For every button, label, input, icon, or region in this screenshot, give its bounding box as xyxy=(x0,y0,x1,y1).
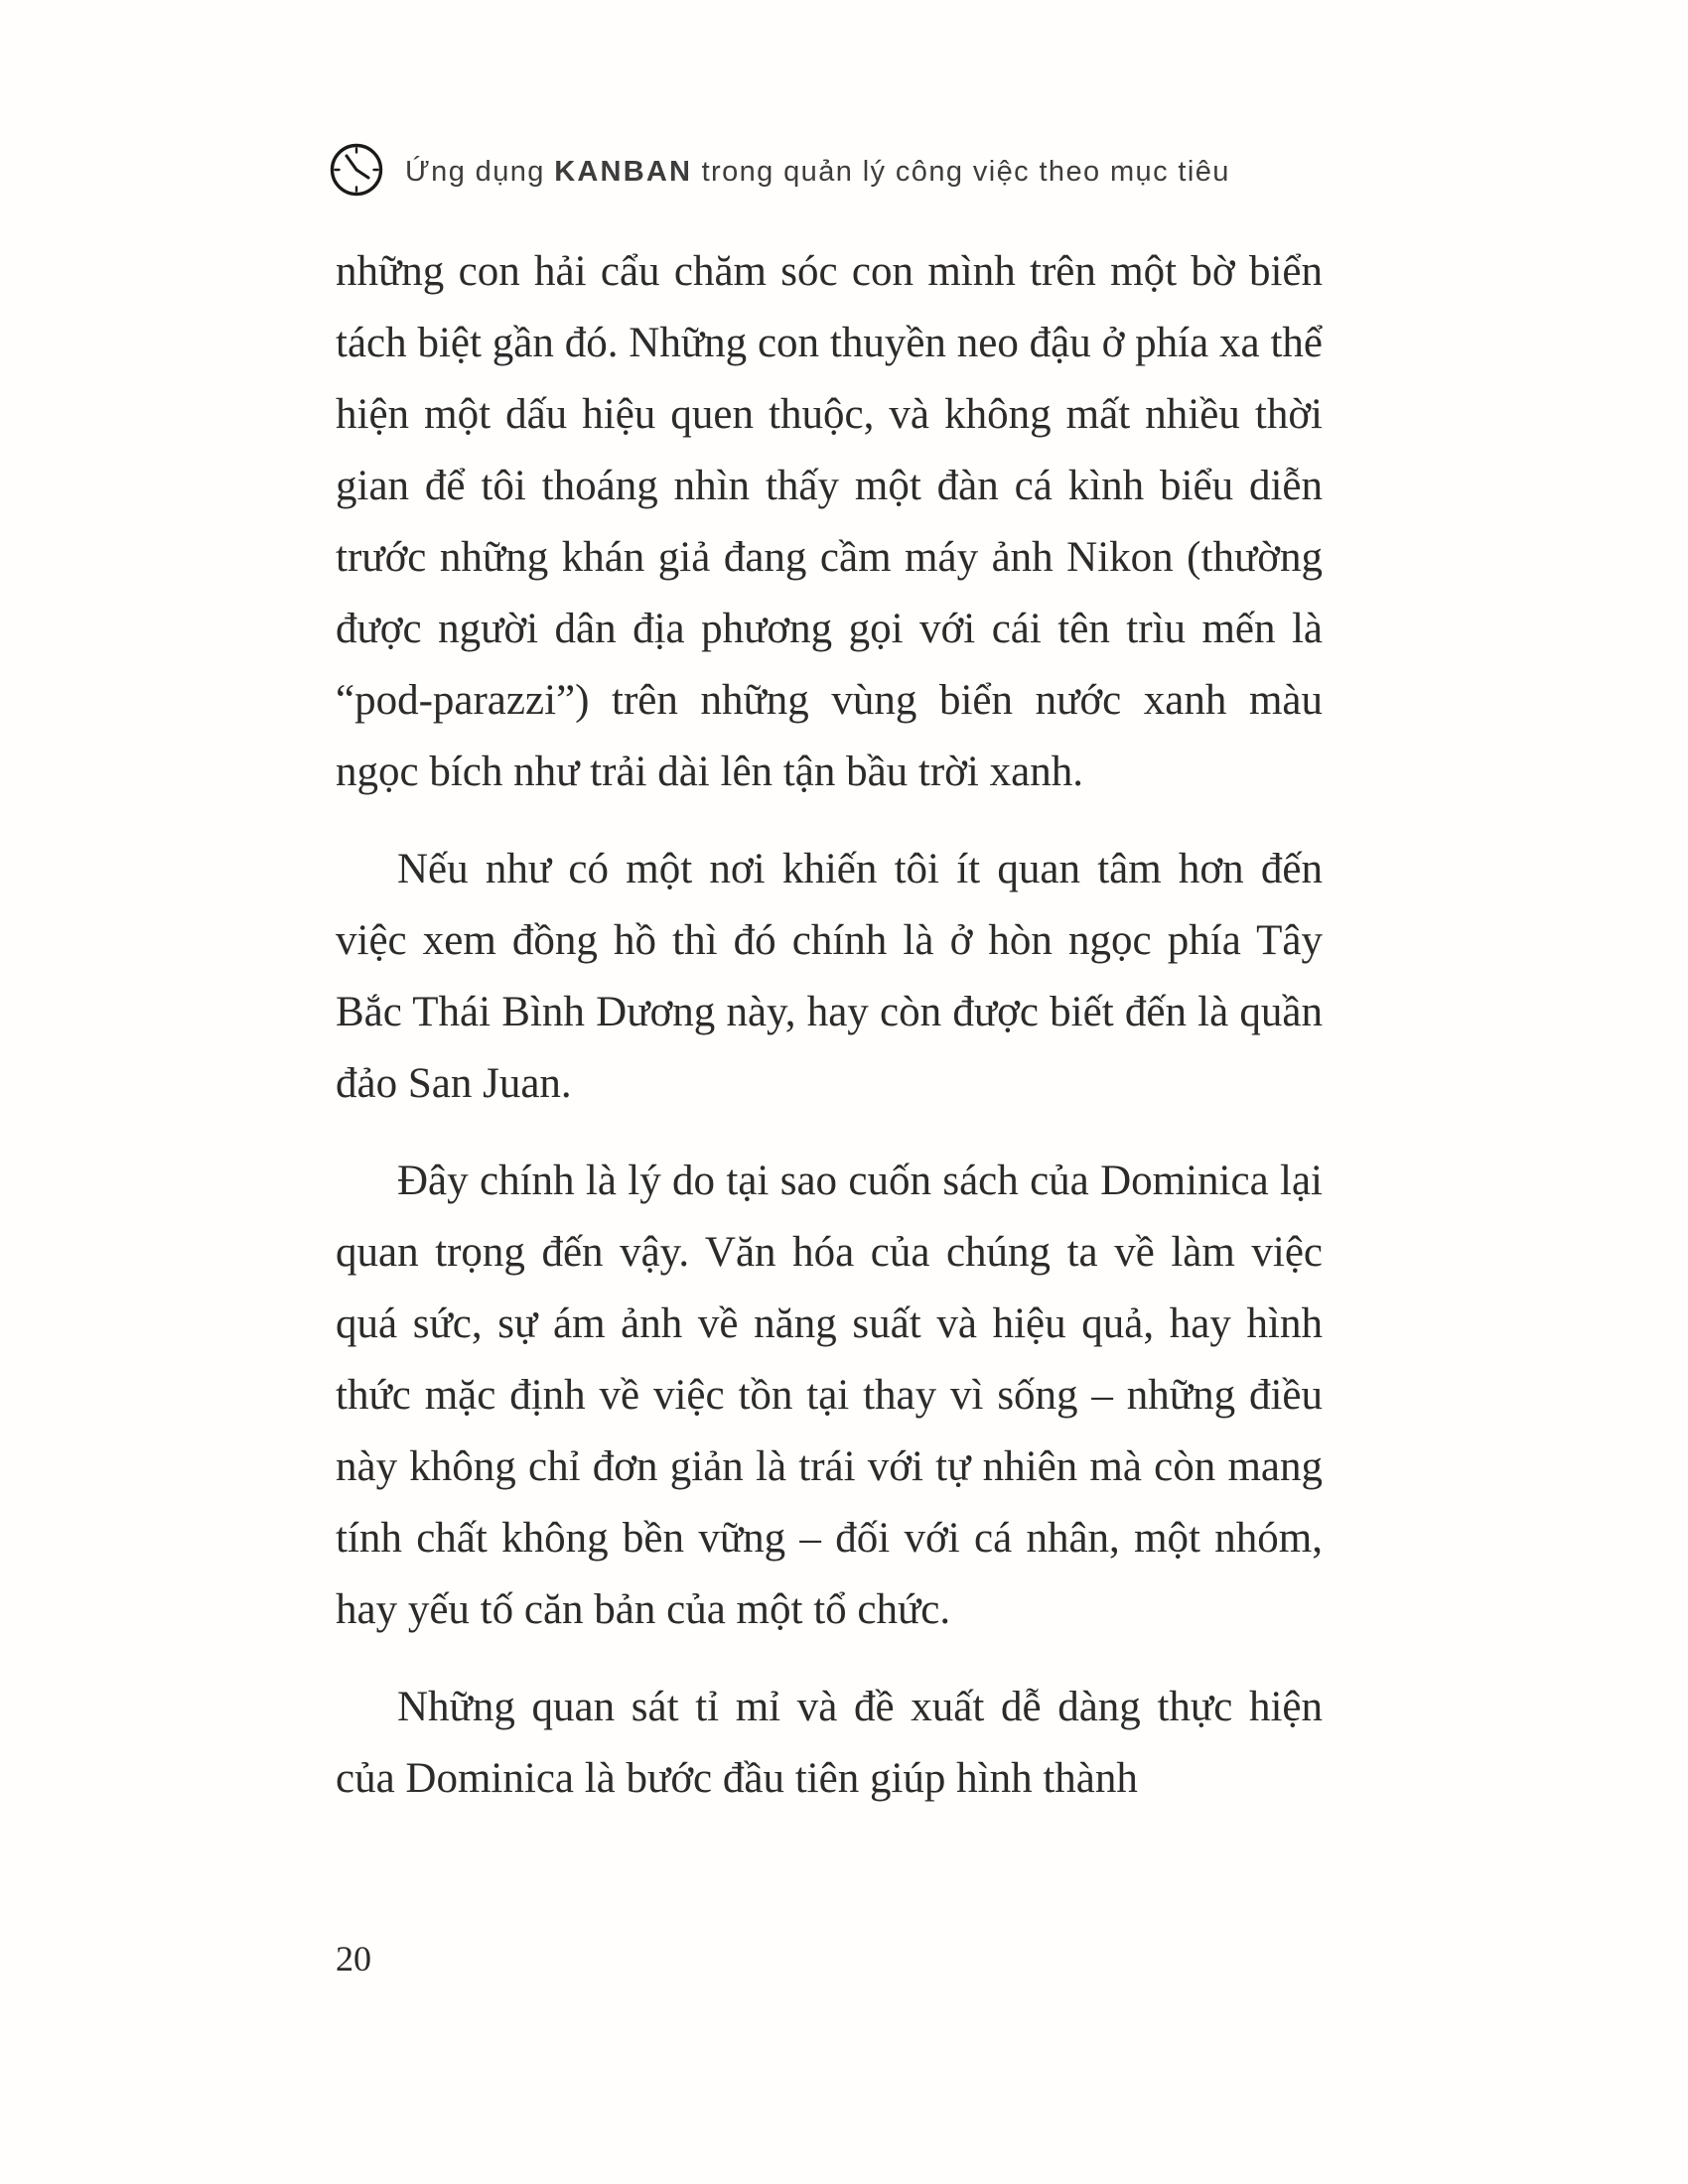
paragraph-3: Đây chính là lý do tại sao cuốn sách của Dominica lại quan trọng đến vậy. Văn hóa của chúng ta về làm việc quá sức, sự ám ảnh về năng suất và hiệu quả, hay hình thức mặc định về việc tồn tại thay vì sống – những điều này không chỉ đơn giản là trái với tự nhiên mà còn mang tính chất không bền vững – đối với cá nhân, một nhóm, hay yếu tố căn bản của một tổ chức. xyxy=(336,1158,1323,1633)
running-head-kanban: KANBAN xyxy=(554,155,693,188)
page-header xyxy=(328,141,1230,199)
paragraph-4: Những quan sát tỉ mỉ và đề xuất dễ dàng thực hiện của Dominica là bước đầu tiên giúp hình thành xyxy=(336,1684,1323,1802)
page-number: 20 xyxy=(336,1939,371,1979)
paragraph-2: Nếu như có một nơi khiến tôi ít quan tâm hơn đến việc xem đồng hồ thì đó chính là ở hòn ngọc phía Tây Bắc Thái Bình Dương này, hay còn được biết đến là quần đảo San Juan. xyxy=(336,846,1323,1107)
running-head-post: trong quản lý công việc theo mục tiêu xyxy=(692,155,1230,188)
running-head-pre: Ứng dụng xyxy=(405,155,555,188)
running-head xyxy=(405,152,1230,189)
clock-icon xyxy=(328,141,385,199)
body-text xyxy=(336,236,1323,1815)
paragraph-1: những con hải cẩu chăm sóc con mình trên một bờ biển tách biệt gần đó. Những con thuyền neo đậu ở phía xa thể hiện một dấu hiệu quen thuộc, và không mất nhiều thời gian để tôi thoáng nhìn thấy một đàn cá kình biểu diễn trước những khán giả đang cầm máy ảnh Nikon (thường được người dân địa phương gọi với cái tên trìu mến là “pod-parazzi”) trên những vùng biển nước xanh màu ngọc bích như trải dài lên tận bầu trời xanh. xyxy=(336,248,1323,795)
